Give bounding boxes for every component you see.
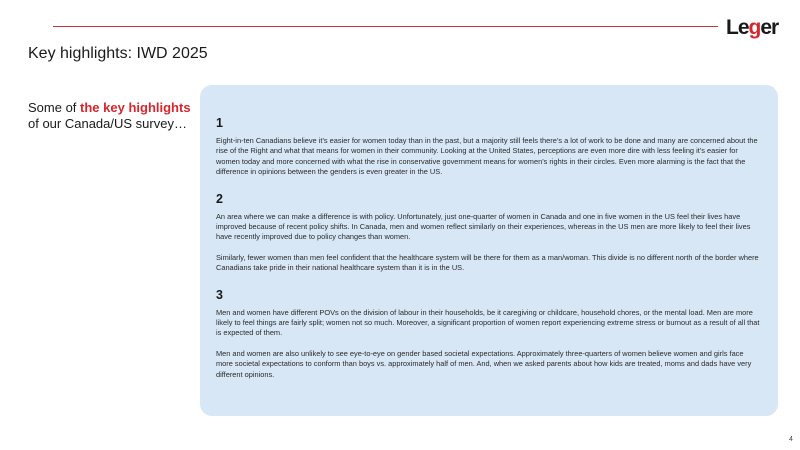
intro-prefix: Some of	[28, 100, 81, 115]
section-paragraph: Eight-in-ten Canadians believe it’s easier for women today than in the past, but a majority still feels there’s a lot of work to be done and many are concerned about the rise of the Right and what that means for women in their community. Looking at the United States, perceptions are even more dire with less feeling it’s easier for women today and more concerned with what the rise in conservative government means for women’s rights in their circles. Even more alarming is the fact that the difference in opinions between the genders is even greater in the US.	[216, 136, 758, 177]
intro-text	[28, 100, 198, 132]
logo-suffix: er	[760, 16, 779, 39]
section-number: 1	[216, 116, 223, 130]
highlights-panel	[200, 85, 778, 416]
logo-prefix: Le	[726, 16, 749, 39]
section-number: 2	[216, 191, 223, 206]
section-paragraph: Similarly, fewer women than men feel confident that the healthcare system will be there for them as a man/woman. This divide is no different north of the border where Canadians take pride in their national healthcare system than it is in the US.	[216, 252, 759, 273]
page-title: Key highlights: IWD 2025	[28, 45, 208, 62]
intro-suffix: of our Canada/US survey…	[28, 116, 187, 131]
section-paragraph: Men and women are also unlikely to see eye-to-eye on gender based societal expectations. Approximately three-quarters of women believe women and girls face more societal expectations to conform than boys vs. approximately half of men. And, when we asked parents about how kids are treated, moms and dads have very different opinions.	[216, 348, 752, 379]
logo-accent: g	[748, 16, 761, 39]
page-number: 4	[789, 436, 793, 443]
section-paragraph: An area where we can make a difference is with policy. Unfortunately, just one-quarter of women in Canada and one in five women in the US feel their lives have improved because of recent policy shifts. In Canada, men and women reflect similarly on their experiences, whereas in the US men are more likely to feel their lives have recently improved due to policy changes than women.	[216, 211, 751, 242]
header-divider	[53, 26, 718, 27]
section-paragraph: Men and women have different POVs on the division of labour in their households, be it caregiving or childcare, household chores, or the mental load. Men are more likely to feel things are fairly split; women not so much. Moreover, a significant proportion of women report experiencing extreme stress or burnout as a result of all that is expected of them.	[216, 307, 760, 338]
intro-accent: the key highlights	[80, 100, 191, 115]
leger-logo	[726, 13, 786, 49]
highlight-section-2	[216, 192, 762, 274]
section-number: 3	[216, 287, 223, 302]
highlight-section-3	[216, 288, 762, 380]
highlight-section-1	[216, 116, 762, 178]
